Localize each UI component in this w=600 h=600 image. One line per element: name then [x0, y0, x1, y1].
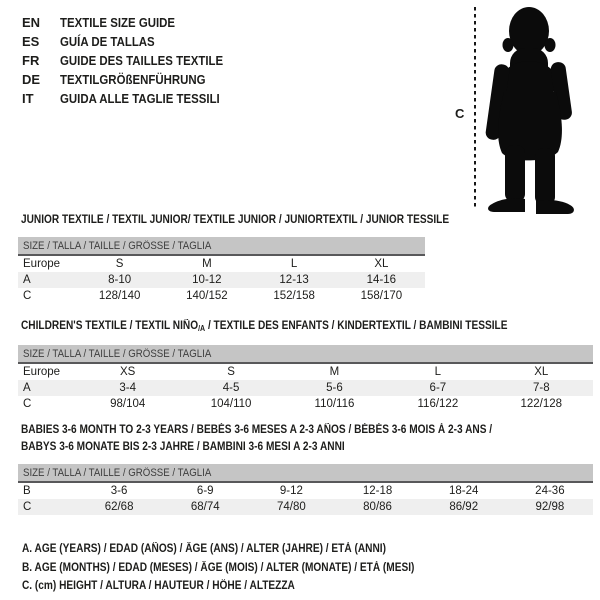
- language-code: ES: [22, 34, 40, 49]
- table-cell: 12-13: [279, 274, 309, 286]
- table-row: [18, 363, 593, 380]
- language-row: [22, 32, 245, 51]
- language-code: DE: [22, 72, 41, 87]
- language-title: TEXTILE SIZE GUIDE: [60, 15, 176, 30]
- height-measure-label: C: [455, 106, 465, 121]
- table-cell: 8-10: [108, 274, 132, 286]
- table-cell: 10-12: [192, 274, 222, 286]
- row-label: C: [23, 501, 32, 513]
- size-table: [18, 464, 593, 515]
- language-title: TEXTILGRÖßENFÜHRUNG: [60, 72, 206, 87]
- footnote-b: B. AGE (MONTHS) / EDAD (MESES) / ÂGE (MOIS) / ALTER (MONATE) / ETÀ (MESI): [22, 561, 415, 574]
- table-title: [21, 318, 593, 337]
- table-cell: 116/122: [417, 398, 459, 410]
- table-cell: 80/86: [363, 501, 392, 513]
- row-label: C: [23, 398, 32, 410]
- table-cell: 18-24: [448, 485, 479, 497]
- table-row: [18, 482, 593, 499]
- table-cell: 5-6: [326, 382, 343, 394]
- table-cell: S: [115, 258, 124, 270]
- size-table-babies: [18, 422, 593, 515]
- table-cell: 12-18: [362, 485, 393, 497]
- language-code: IT: [22, 91, 34, 106]
- table-cell: 74/80: [277, 501, 306, 513]
- table-cell: 92/98: [535, 501, 565, 513]
- table-cell: 6-9: [196, 485, 214, 497]
- table-cell: M: [202, 258, 212, 270]
- table-cell: M: [329, 366, 340, 378]
- table-row: [18, 255, 425, 272]
- language-title: GUIDA ALLE TAGLIE TESSILI: [60, 91, 220, 106]
- table-row: [18, 380, 593, 396]
- table-cell: 104/110: [210, 398, 252, 410]
- table-row: [18, 396, 593, 412]
- table-cell: 7-8: [532, 382, 550, 394]
- language-row: [22, 70, 245, 89]
- footnote-c: C. (cm) HEIGHT / ALTURA / HAUTEUR / HÖHE / ALTEZZA: [22, 580, 295, 592]
- language-code: EN: [22, 15, 41, 30]
- table-cell: S: [227, 366, 235, 378]
- footnotes: [22, 540, 468, 596]
- size-header-bar: [18, 237, 425, 255]
- table-cell: 3-6: [110, 485, 128, 497]
- table-cell: 4-5: [222, 382, 240, 394]
- table-cell: 9-12: [279, 485, 303, 497]
- size-table: [18, 345, 593, 412]
- size-header-bar: [18, 345, 593, 363]
- table-cell: 86/92: [449, 501, 479, 513]
- language-code: FR: [22, 53, 40, 68]
- table-cell: XL: [534, 366, 549, 378]
- size-table-junior: [18, 212, 450, 304]
- table-cell: XS: [120, 366, 136, 378]
- size-table: [18, 237, 425, 304]
- table-cell: XL: [374, 258, 389, 270]
- table-cell: 122/128: [520, 398, 563, 410]
- row-label: A: [23, 274, 31, 286]
- table-row: [18, 288, 425, 304]
- table-cell: 62/68: [104, 501, 134, 513]
- height-dashed-line: [474, 7, 476, 210]
- table-cell: 140/152: [186, 290, 228, 302]
- table-title: [21, 212, 450, 229]
- title-subscript: /A: [198, 324, 206, 333]
- table-row: [18, 272, 425, 288]
- footnote-a: A. AGE (YEARS) / EDAD (AÑOS) / ÂGE (ANS) / ALTER (JAHRE) / ETÀ (ANNI): [22, 543, 386, 555]
- table-cell: 3-4: [119, 382, 136, 394]
- table-cell: L: [434, 366, 442, 378]
- row-label: Europe: [23, 258, 61, 270]
- row-label: A: [23, 382, 31, 394]
- language-list: [22, 13, 245, 108]
- table-title: [21, 422, 593, 456]
- table-cell: 110/116: [314, 398, 355, 410]
- language-row: [22, 13, 245, 32]
- size-table-children: [18, 318, 593, 412]
- language-row: [22, 51, 245, 70]
- row-label: B: [23, 485, 31, 497]
- table-title-line2: BABYS 3-6 MONATE BIS 2-3 JAHRE / BAMBINI 3-6 MESI A 2-3 ANNI: [21, 441, 345, 453]
- language-row: [22, 89, 245, 108]
- size-header-text: SIZE / TALLA / TAILLE / GRÖSSE / TAGLIA: [23, 239, 212, 252]
- table-cell: 128/140: [98, 290, 141, 302]
- table-cell: 152/158: [273, 290, 315, 302]
- table-cell: 68/74: [190, 501, 220, 513]
- table-title-text: JUNIOR TEXTILE / TEXTIL JUNIOR/ TEXTILE JUNIOR / JUNIORTEXTIL / JUNIOR TESSILE: [21, 214, 450, 226]
- table-cell: 24-36: [535, 485, 565, 497]
- table-title-text: CHILDREN'S TEXTILE / TEXTIL $NIÑO_{/A}$ / TEXTILE DES ENFANTS / KINDERTEXTIL / BAMBINI TESSILE: [21, 320, 508, 333]
- size-header-text: SIZE / TALLA / TAILLE / GRÖSSE / TAGLIA: [23, 466, 212, 479]
- baby-silhouette-icon: [482, 2, 582, 214]
- table-row: [18, 499, 593, 515]
- table-cell: 6-7: [429, 382, 447, 394]
- table-cell: 158/170: [360, 290, 403, 302]
- row-label: Europe: [23, 366, 61, 378]
- language-title: GUÍA DE TALLAS: [60, 34, 155, 49]
- size-header-text: SIZE / TALLA / TAILLE / GRÖSSE / TAGLIA: [23, 347, 212, 360]
- table-title-line1: BABIES 3-6 MONTH TO 2-3 YEARS / BEBÉS 3-6 MESES A 2-3 AÑOS / BÉBÉS 3-6 MOIS À 2-3 ANS /: [21, 424, 493, 436]
- language-title: GUIDE DES TAILLES TEXTILE: [60, 53, 224, 68]
- size-header-bar: [18, 464, 593, 482]
- height-figure: [452, 0, 600, 222]
- row-label: C: [23, 290, 32, 302]
- table-cell: L: [290, 258, 298, 270]
- table-cell: 14-16: [366, 274, 397, 286]
- table-cell: 98/104: [110, 398, 146, 410]
